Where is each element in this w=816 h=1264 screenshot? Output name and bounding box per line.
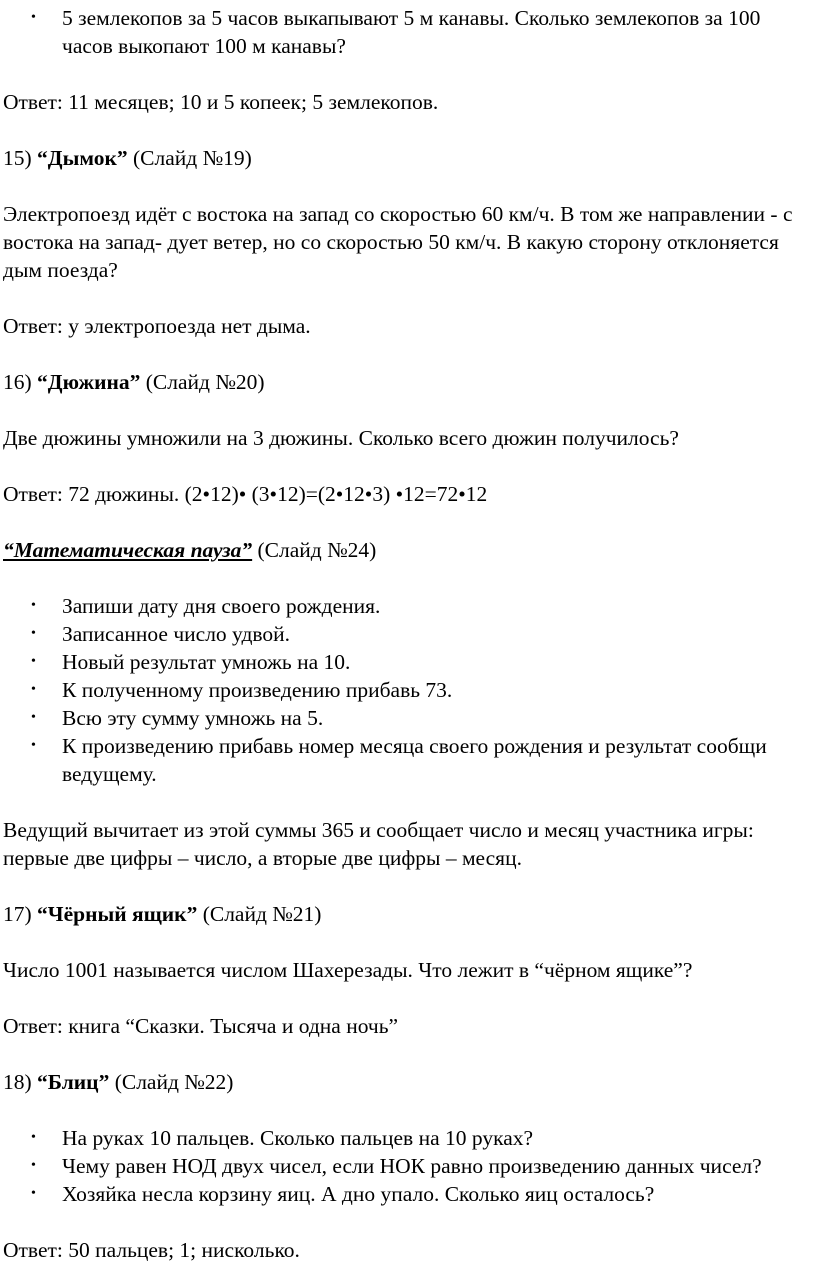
section-title: “Дюжина” bbox=[37, 370, 141, 394]
bullet-icon: • bbox=[31, 1130, 36, 1145]
bullet-icon: • bbox=[31, 710, 36, 725]
list-item: • К полученному произведению прибавь 73. bbox=[31, 678, 453, 702]
bullet-icon: • bbox=[31, 1186, 36, 1201]
question-paragraph: Электропоезд идёт с востока на запад со скоростью 60 км/ч. В том же направлении - с востока на запад- дует ветер, но со скоростью 50 км/ч. В какую сторону отклоняется дым поезда? bbox=[3, 202, 793, 282]
section-title: “Чёрный ящик” bbox=[37, 902, 198, 926]
section-title: “Дымок” bbox=[37, 146, 128, 170]
section-title: “Математическая пауза” bbox=[3, 538, 253, 562]
section-heading-pause: “Математическая пауза” (Слайд №24) bbox=[3, 538, 377, 562]
top-list bbox=[0, 4, 816, 60]
answer-paragraph: Ответ: 72 дюжины. (2•12)• (3•12)=(2•12•3) •12=72•12 bbox=[3, 482, 488, 506]
section-title: “Блиц” bbox=[37, 1070, 110, 1094]
blitz-list bbox=[0, 1124, 816, 1208]
list-item: • На руках 10 пальцев. Сколько пальцев на 10 руках? bbox=[31, 1126, 534, 1150]
list-item: • Запиши дату дня своего рождения. bbox=[31, 594, 381, 618]
list-item: • Всю эту сумму умножь на 5. bbox=[31, 706, 324, 730]
bullet-icon: • bbox=[31, 10, 36, 25]
body-paragraph: Ведущий вычитает из этой суммы 365 и сообщает число и месяц участника игры: первые две цифры – число, а вторые две цифры – месяц. bbox=[3, 818, 754, 870]
answer-paragraph: Ответ: 50 пальцев; 1; нисколько. bbox=[3, 1238, 300, 1262]
list-item: • 5 землекопов за 5 часов выкапывают 5 м канавы. Сколько землекопов за 100 часов выкопают 100 м канавы? bbox=[31, 6, 761, 58]
answer-paragraph: Ответ: у электропоезда нет дыма. bbox=[3, 314, 311, 338]
list-item: • Записанное число удвой. bbox=[31, 622, 291, 646]
question-paragraph: Две дюжины умножили на 3 дюжины. Сколько всего дюжин получилось? bbox=[3, 426, 679, 450]
section-heading-16: 16) “Дюжина” (Слайд №20) bbox=[3, 370, 265, 394]
question-paragraph: Число 1001 называется числом Шахерезады. Что лежит в “чёрном ящике”? bbox=[3, 958, 693, 982]
list-item: • Хозяйка несла корзину яиц. А дно упало. Сколько яиц осталось? bbox=[31, 1182, 655, 1206]
bullet-icon: • bbox=[31, 598, 36, 613]
bullet-icon: • bbox=[31, 654, 36, 669]
section-heading-18: 18) “Блиц” (Слайд №22) bbox=[3, 1070, 234, 1094]
answer-paragraph: Ответ: 11 месяцев; 10 и 5 копеек; 5 землекопов. bbox=[3, 90, 439, 114]
bullet-icon: • bbox=[31, 1158, 36, 1173]
list-item: • К произведению прибавь номер месяца своего рождения и результат сообщи ведущему. bbox=[31, 734, 767, 786]
pause-list bbox=[0, 592, 816, 788]
bullet-icon: • bbox=[31, 738, 36, 753]
section-heading-17: 17) “Чёрный ящик” (Слайд №21) bbox=[3, 902, 322, 926]
list-item: • Чему равен НОД двух чисел, если НОК равно произведению данных чисел? bbox=[31, 1154, 762, 1178]
section-heading-15: 15) “Дымок” (Слайд №19) bbox=[3, 146, 252, 170]
bullet-icon: • bbox=[31, 626, 36, 641]
bullet-icon: • bbox=[31, 682, 36, 697]
answer-paragraph: Ответ: книга “Сказки. Тысяча и одна ночь” bbox=[3, 1014, 399, 1038]
list-item: • Новый результат умножь на 10. bbox=[31, 650, 351, 674]
